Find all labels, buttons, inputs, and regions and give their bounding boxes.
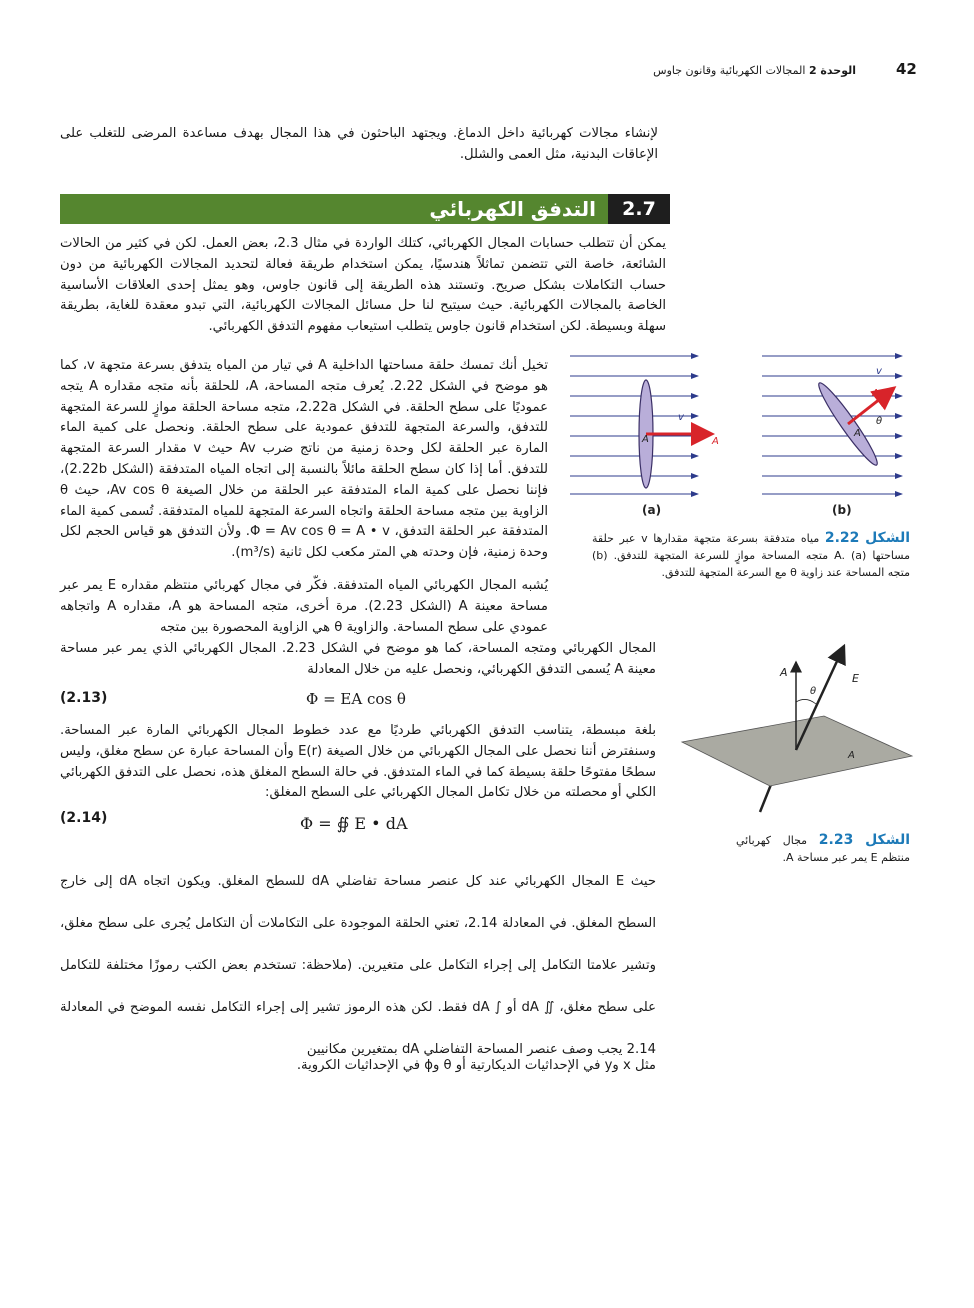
figure-2-22-caption-word: الشكل [865, 530, 911, 546]
surface-plane [682, 716, 912, 786]
equation-2-14-number: (2.14) [60, 810, 108, 826]
paragraph-water-flow: تخيل أنك تمسك حلقة مساحتها الداخلية A في تيار من المياه يتدفق بسرعة متجهة v، كما هو موضح في الشكل 2.22. يُعرف متجه المساحة، A، للحلقة بأنه متجه مقداره A يتجه عموديًا على سطح الحلقة. في الشكل 2.22a، متجه مساحة الحلقة موازٍ للسرعة المتجهة للتدفق، والسرعة المتجهة للتدفق عمودية على سطح الحلقة. ونحصل على كمية الماء المارة عبر الحلقة لكل وحدة زمنية من ناتج ضرب Av حيث v مقدار السرعة المتجهة للتدفق. أما إذا كان سطح الحلقة مائلاً بالنسبة إلى اتجاه المياه المتدفقة (الشكل 2.22b)، فإننا نحصل على كمية الماء المتدفقة عبر الحلقة من خلال الصيغة Av cos θ، حيث θ الزاوية بين متجه مساحة الحلقة واتجاه السرعة المتجهة للمياه المتدفقة. تُسمى كمية الماء المتدفقة عبر الحلقة التدفق، Φ = Av cos θ = A • v. ولأن التدفق هو قياس الحجم لكل وحدة زمنية، فإن وحدته هي المتر مكعب لكل ثانية (m³/s). [60, 358, 549, 561]
paragraph-coordinates: مثل x وy في الإحداثيات الديكارتية أو θ وϕ في الإحداثيات الكروية. [296, 1058, 656, 1073]
unit-title: المجالات الكهربائية وقانون جاوس [653, 64, 806, 77]
paragraph-intro-gauss: يمكن أن تتطلب حسابات المجال الكهربائي، كتلك الواردة في مثال 2.3، بعض العمل. لكن في كثير من الحالات الشائعة، خاصة التي تتضمن تماثلاً هندسيًا، يمكن استخدام طريقة فعالة لتحديد المجالات الكهربائية من دون حساب التكاملات بشكل صريح. وتستند هذه الطريقة إلى قانون جاوس، وهو يمثل إحدى العلاقات الأساسية الخاصة بالمجالات الكهربائية. حيث سيتيح لنا حل مسائل المجالات الكهربائية، التي تبدو معقدة للغاية، بطريقة سهلة وبسيطة. لكن استخدام قانون جاوس يتطلب استيعاب مفهوم التدفق الكهربائي. [60, 236, 666, 335]
section-header-bar [60, 194, 670, 224]
field-line-below-plane [760, 782, 772, 812]
symbol-b-velocity: v [876, 366, 882, 377]
equation-2-14: Φ = ∯ E • dA [300, 814, 408, 833]
paragraph-electric-flux-definition: المجال الكهربائي ومتجه المساحة، كما هو موضح في الشكل 2.23. المجال الكهربائي الذي يمر عبر مساحة معينة A يُسمى التدفق الكهربائي، ونحصل عليه من خلال المعادلة [60, 641, 656, 677]
symbol-b-area: A [854, 428, 861, 439]
figure-2-22-label-b: (b) [832, 503, 852, 517]
figure-2-22-caption-text: مياه متدفقة بسرعة متجهة مقدارها v عبر حلقة مساحتها A. (a) متجه المساحة موازٍ للسرعة المتجهة للتدفق. (b) متجه المساحة عند زاوية θ مع السرعة المتجهة للتدفق. [592, 532, 910, 579]
figure-2-22-caption [592, 530, 910, 581]
section-title: التدفق الكهربائي [429, 197, 596, 221]
paragraph-integral-notation: حيث E المجال الكهربائي عند كل عنصر مساحة تفاضلي dA للسطح المغلق. ويكون اتجاه dA إلى خارج السطح المغلق. في المعادلة 2.14، تعني الحلقة الموجودة على التكاملات أن التكامل يُجرى على سطح مغلق، وتشير علامتا التكامل إلى إجراء التكامل على متغيرين. (ملاحظة: تستخدم بعض الكتب رموزًا مختلفة للتكامل على سطح مغلق، ∬ dA أو ∫ dA فقط. لكن هذه الرموز تشير إلى إجراء التكامل نفسه الموضح في المعادلة 2.14 يجب وصف عنصر المساحة التفاضلي dA بمتغيرين مكانيين [60, 874, 656, 1057]
symbol-a-area-vector: A [712, 436, 719, 447]
figure-2-23-caption [736, 832, 910, 866]
unit-label: الوحدة 2 [808, 64, 856, 77]
symbol-b-angle: θ [876, 416, 883, 427]
figure-2-23-caption-word: الشكل [865, 832, 911, 848]
symbol-field: E [852, 672, 859, 685]
figure-2-23-caption-number: 2.23 [818, 832, 854, 848]
symbol-angle: θ [810, 686, 817, 697]
equation-2-13: Φ = EA cos θ [306, 690, 406, 708]
figure-2-23-caption-text: مجال كهربائي منتظم E يمر عبر مساحة A. [736, 834, 910, 864]
figure-2-23 [676, 632, 914, 814]
symbol-b-area-vector: A [872, 388, 879, 399]
paragraph-electric-field-analogy: يُشبه المجال الكهربائي المياه المتدفقة. فكّر في مجال كهربائي منتظم مقداره E يمر عبر مساحة معينة A (الشكل 2.23). مرة أخرى، متجه المساحة هو A، مقداره A واتجاهه عمودي على سطح المساحة. والزاوية θ هي الزاوية المحصورة بين متجه [60, 578, 548, 635]
symbol-a-velocity: v [678, 412, 684, 423]
area-vector-b [848, 388, 894, 424]
page-number: 42 [896, 60, 917, 78]
symbol-a-area: A [642, 434, 649, 445]
symbol-area-vector: A [780, 666, 788, 679]
paragraph-closed-surface: بلغة مبسطة، يتناسب التدفق الكهربائي طرديًا مع عدد خطوط المجال الكهربائي المارة عبر المساحة. وسنفترض أننا نحصل على المجال الكهربائي من خلال الصيغة E(r) وأن المساحة عبارة عن سطح مغلق، وليس سطحًا مفتوحًا حلقة بسيطة كما في الماء المتدفق. في حالة السطح المغلق هذه، نحصل على التدفق الكهربائي الكلي أو محصلته من خلال تكامل المجال الكهربائي على السطح المغلق: [60, 723, 656, 801]
flow-lines-a [570, 356, 698, 494]
running-head [653, 64, 856, 77]
figure-2-22-caption-number: 2.22 [824, 530, 860, 546]
symbol-area: A [848, 750, 855, 761]
intro-paragraph: لإنشاء مجالات كهربائية داخل الدماغ. ويجتهد الباحثون في هذا المجال بهدف مساعدة المرضى للتغلب على الإعاقات البدنية، مثل العمى والشلل. [60, 126, 658, 162]
angle-arc [796, 699, 816, 704]
section-number: 2.7 [608, 194, 670, 224]
equation-2-13-number: (2.13) [60, 690, 108, 706]
figure-2-22 [566, 344, 910, 520]
figure-2-22-label-a: (a) [642, 503, 662, 517]
